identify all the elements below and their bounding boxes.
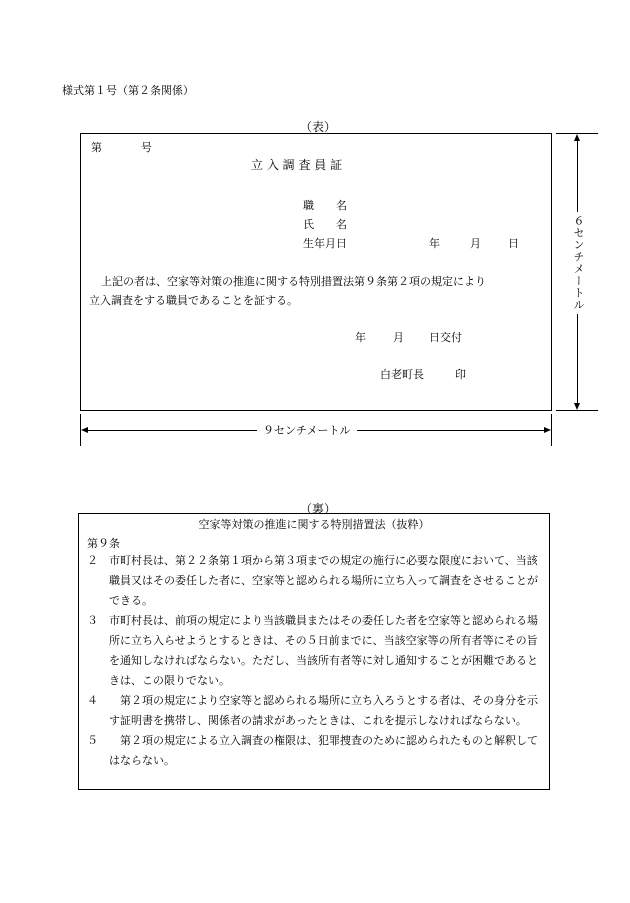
number-suffix: 号 [141, 141, 152, 154]
item-number: ２ [87, 554, 98, 567]
item-number: ５ [87, 734, 98, 747]
article-item [87, 691, 545, 731]
law-title: 空家等対策の推進に関する特別措置法（抜粋） [198, 518, 430, 531]
article-items [87, 551, 545, 771]
article-item [87, 731, 545, 771]
body-line-1: 上記の者は、空家等対策の推進に関する特別措置法第９条第２項の規定により [101, 275, 486, 288]
issue-day: 日交付 [429, 331, 462, 344]
article-item [87, 551, 545, 611]
field-birth: 生年月日 [303, 237, 347, 250]
height-tick-bottom [556, 410, 598, 411]
article-item [87, 611, 545, 691]
item-text: 市町村長は、前項の規定により当該職員またはその委任した者を空家等と認められる場所に立ち入らせようとするときは、その５日前までに、当該空家等の所有者等にその旨を通知しなければならない。ただし、当該所有者等に対し通知することが困難であるときは、この限りでない。 [109, 614, 538, 687]
article-label: 第９条 [87, 537, 120, 550]
back-card [78, 513, 550, 790]
width-tick-right [551, 414, 552, 446]
front-title: （表） [300, 120, 337, 134]
issue-month: 月 [393, 331, 404, 344]
arrow-up-icon [574, 134, 580, 141]
body-line-2: 立入調査をする職員であることを証する。 [89, 294, 298, 307]
birth-day: 日 [508, 237, 519, 250]
issuer: 白老町長 [380, 368, 424, 381]
field-name: 氏 名 [303, 218, 347, 231]
front-card [80, 133, 552, 411]
item-text: 第２項の規定による立入調査の権限は、犯罪捜査のために認められたものと解釈してはならない。 [109, 734, 538, 767]
card-title: 立 入 調 査 員 証 [251, 158, 343, 172]
field-job: 職 名 [303, 199, 347, 212]
arrow-left-icon [81, 427, 88, 433]
arrow-down-icon [574, 403, 580, 410]
item-text: 市町村長は、第２２条第１項から第３項までの規定の施行に必要な限度において、当該職員又はその委任した者に、空家等と認められる場所に立ち入って調査をさせることができる。 [109, 554, 538, 607]
width-label: ９センチメートル [257, 422, 357, 438]
item-number: ４ [87, 694, 98, 707]
back-title: （裏） [300, 502, 337, 516]
number-prefix: 第 [91, 141, 102, 154]
birth-month: 月 [470, 237, 481, 250]
arrow-right-icon [544, 427, 551, 433]
birth-year: 年 [429, 237, 440, 250]
height-label: ６センチメートル [570, 212, 586, 314]
seal: 印 [455, 368, 466, 381]
issue-year: 年 [355, 331, 366, 344]
item-number: ３ [87, 614, 98, 627]
item-text: 第２項の規定により空家等と認められる場所に立ち入ろうとする者は、その身分を示す証明書を携帯し、関係者の請求があったときは、これを提示しなければならない。 [109, 694, 538, 727]
form-label: 様式第１号（第２条関係） [62, 84, 194, 97]
